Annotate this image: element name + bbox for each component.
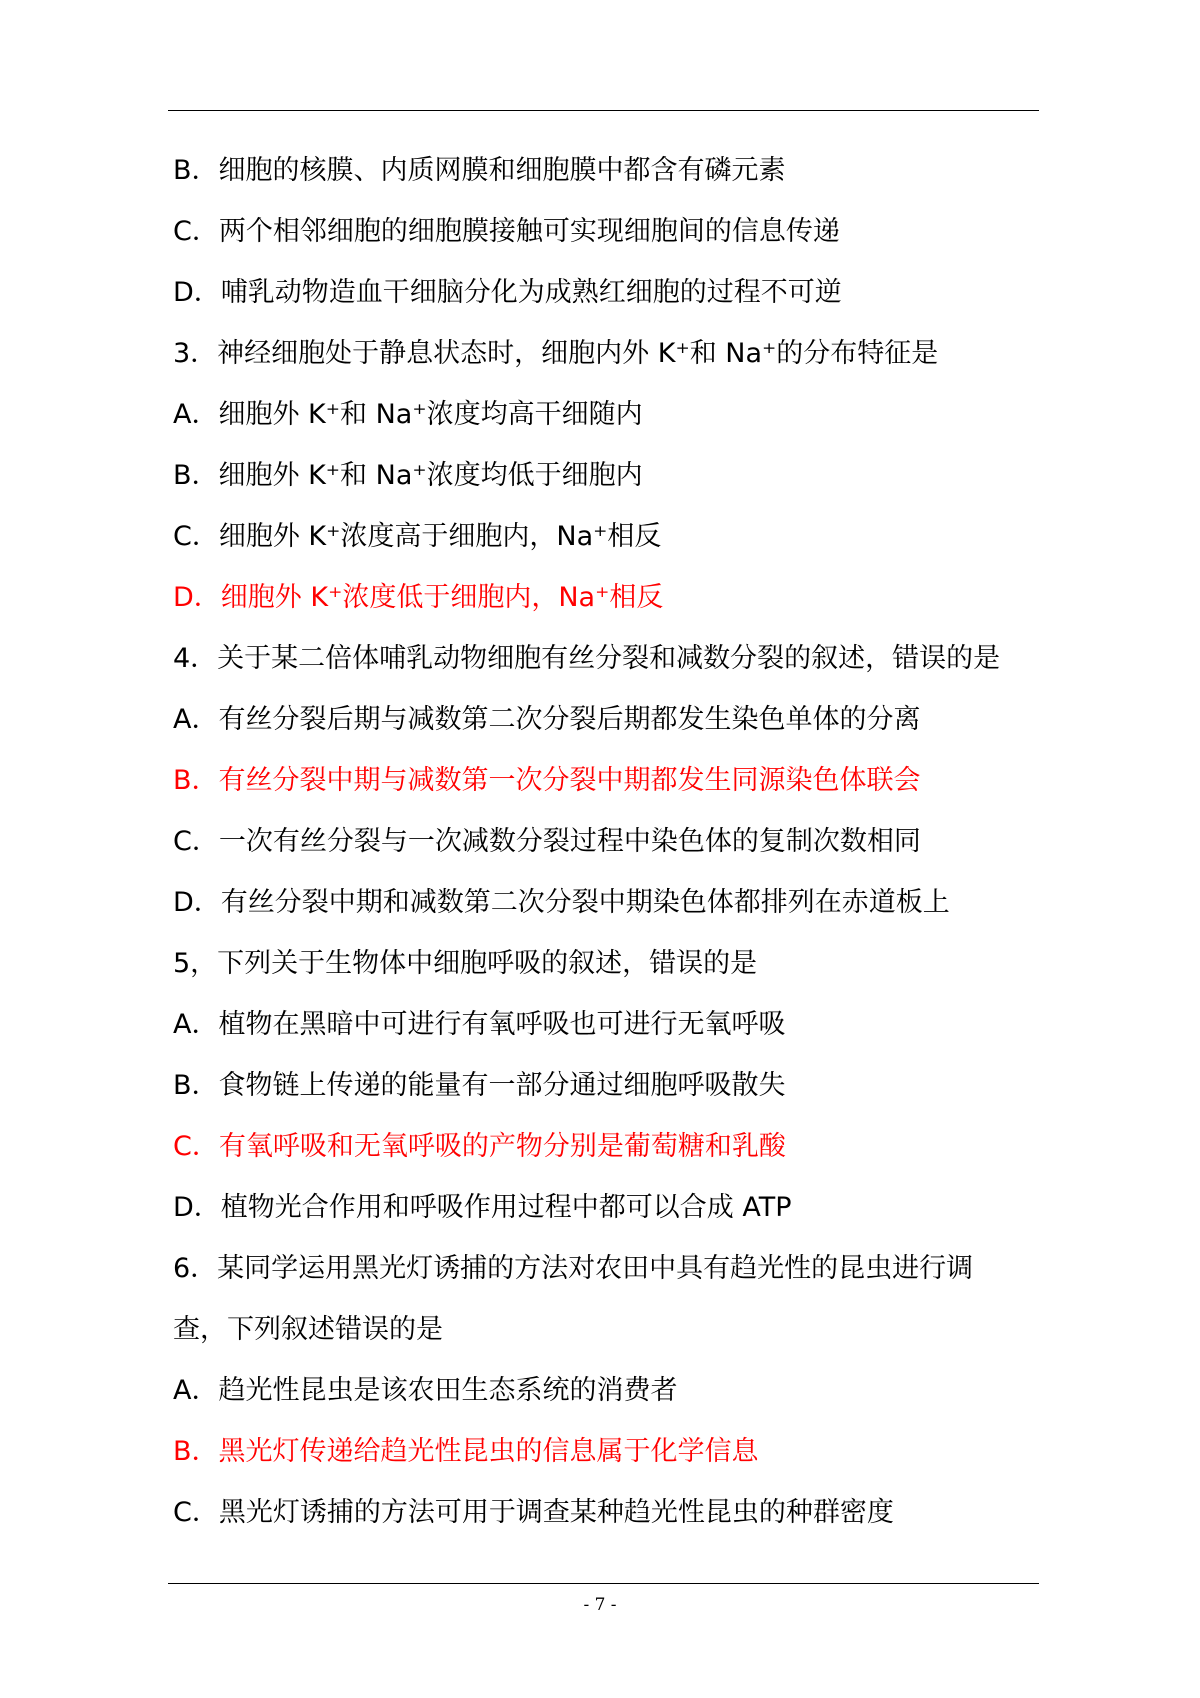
question-line: 4．关于某二倍体哺乳动物细胞有丝分裂和减数分裂的叙述，错误的是 xyxy=(173,643,1001,674)
page-number: - 7 - xyxy=(583,1595,617,1615)
option-line: C．细胞外 K⁺浓度高于细胞内，Na⁺相反 xyxy=(173,521,662,552)
answer-option-line: C．有氧呼吸和无氧呼吸的产物分别是葡萄糖和乳酸 xyxy=(173,1131,786,1162)
option-line: A．有丝分裂后期与减数第二次分裂后期都发生染色单体的分离 xyxy=(173,704,921,735)
option-line: A．细胞外 K⁺和 Na⁺浓度均高干细随内 xyxy=(173,399,643,430)
question-line: 3．神经细胞处于静息状态时，细胞内外 K⁺和 Na⁺的分布特征是 xyxy=(173,338,939,369)
option-line: B．细胞的核膜、内质网膜和细胞膜中都含有磷元素 xyxy=(173,155,786,186)
header-rule xyxy=(168,110,1039,111)
document-body xyxy=(173,140,1053,1543)
option-line: B．食物链上传递的能量有一部分通过细胞呼吸散失 xyxy=(173,1070,786,1101)
question-line: 6．某同学运用黑光灯诱捕的方法对农田中具有趋光性的昆虫进行调 xyxy=(173,1253,974,1284)
answer-option-line: B．有丝分裂中期与减数第一次分裂中期都发生同源染色体联会 xyxy=(173,765,921,796)
answer-option-line: D．细胞外 K⁺浓度低于细胞内，Na⁺相反 xyxy=(173,582,664,613)
footer-rule xyxy=(168,1583,1039,1584)
option-line: A．植物在黑暗中可进行有氧呼吸也可进行无氧呼吸 xyxy=(173,1009,786,1040)
option-line: D．哺乳动物造血干细脑分化为成熟红细胞的过程不可逆 xyxy=(173,277,842,308)
option-line: B．细胞外 K⁺和 Na⁺浓度均低于细胞内 xyxy=(173,460,643,491)
option-line: C．黑光灯诱捕的方法可用于调查某种趋光性昆虫的种群密度 xyxy=(173,1497,894,1528)
option-line: C．两个相邻细胞的细胞膜接触可实现细胞间的信息传递 xyxy=(173,216,840,247)
option-line: C．一次有丝分裂与一次减数分裂过程中染色体的复制次数相同 xyxy=(173,826,921,857)
option-line: D．植物光合作用和呼吸作用过程中都可以合成 ATP xyxy=(173,1192,792,1223)
question-line-continued: 查，下列叙述错误的是 xyxy=(173,1314,443,1345)
answer-option-line: B．黑光灯传递给趋光性昆虫的信息属于化学信息 xyxy=(173,1436,759,1467)
option-line: A．趋光性昆虫是该农田生态系统的消费者 xyxy=(173,1375,678,1406)
option-line: D．有丝分裂中期和减数第二次分裂中期染色体都排列在赤道板上 xyxy=(173,887,950,918)
question-line: 5，下列关于生物体中细胞呼吸的叙述，错误的是 xyxy=(173,948,758,979)
